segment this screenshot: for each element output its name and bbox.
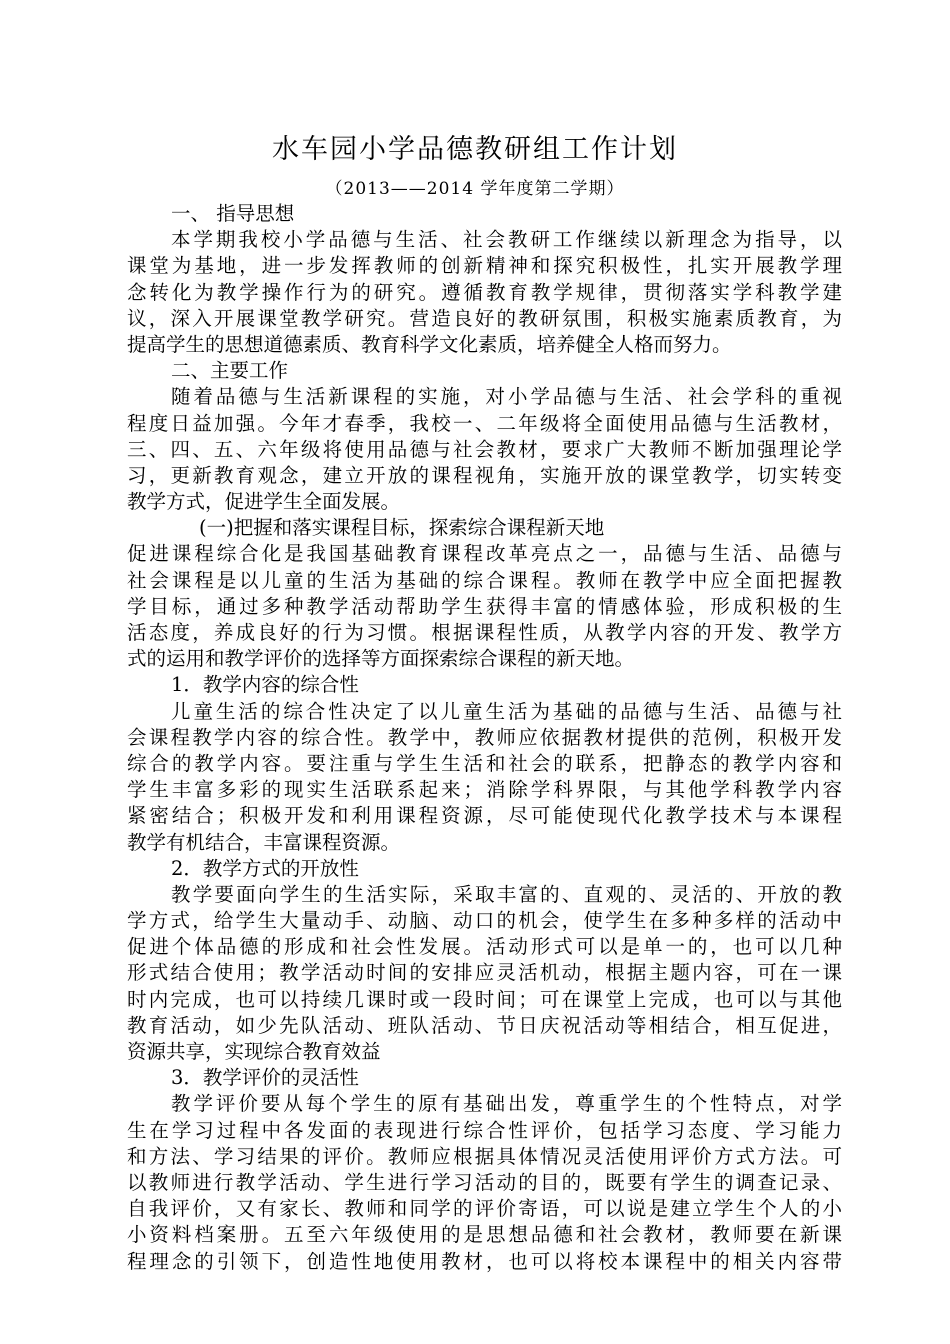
text-line: 议，深入开展课堂教学研究。营造良好的教研氛围，积极实施素质教育，为 (127, 306, 842, 330)
text-line: 社会课程是以儿童的生活为基础的综合课程。教师在教学中应全面把握教 (127, 568, 842, 592)
text-line: 1．教学内容的综合性 (171, 673, 359, 697)
document-subtitle: （2013——2014 学年度第二学期） (325, 179, 625, 199)
text-line: 以教师进行教学活动、学生进行学习活动的目的，既要有学生的调查记录、 (127, 1170, 842, 1194)
text-line: 二、主要工作 (171, 359, 289, 383)
text-line: (一)把握和落实课程目标，探索综合课程新天地 (199, 516, 605, 540)
text-line: 本学期我校小学品德与生活、社会教研工作继续以新理念为指导，以 (171, 228, 842, 252)
text-line: 课堂为基地，进一步发挥教师的创新精神和探究积极性，扎实开展教学理 (127, 254, 842, 278)
text-line: 学方式，给学生大量动手、动脑、动口的机会，使学生在多种多样的活动中 (127, 909, 842, 933)
text-line: 学目标，通过多种教学活动帮助学生获得丰富的情感体验，形成积极的生 (127, 594, 842, 618)
text-line: 一、 指导思想 (171, 202, 295, 225)
text-line: 综合的教学内容。要注重与学生生活和社会的联系，把静态的教学内容和 (127, 751, 842, 775)
text-line: 形式结合使用；教学活动时间的安排应灵活机动，根据主题内容，可在一课 (127, 961, 842, 985)
text-line: 教育活动，如少先队活动、班队活动、节日庆祝活动等相结合，相互促进， (127, 1013, 842, 1037)
text-line: 学生丰富多彩的现实生活联系起来；消除学科界限，与其他学科教学内容 (127, 778, 842, 802)
text-line: 2．教学方式的开放性 (171, 856, 359, 880)
text-line: 教学要面向学生的生活实际，采取丰富的、直观的、灵活的、开放的教 (171, 882, 842, 906)
text-line: 式的运用和教学评价的选择等方面探索综合课程的新天地。 (127, 647, 635, 671)
text-line: 教学有机结合，丰富课程资源。 (127, 830, 401, 854)
text-line: 自我评价，又有家长、教师和同学的评价寄语，可以说是建立学生个人的小 (127, 1197, 842, 1221)
text-line: 紧密结合；积极开发和利用课程资源，尽可能使现代化教学技术与本课程 (127, 804, 842, 828)
text-line: 会课程教学内容的综合性。教学中，教师应依据教材提供的范例，积极开发 (127, 725, 842, 749)
text-line: 小资料档案册。五至六年级使用的是思想品德和社会教材，教师要在新课 (127, 1223, 842, 1247)
text-line: 念转化为教学操作行为的研究。遵循教育教学规律，贯彻落实学科教学建 (127, 280, 842, 304)
text-line: 资源共享，实现综合教育效益 (127, 1040, 381, 1063)
text-line: 三、四、五、六年级将使用品德与社会教材，要求广大教师不断加强理论学 (127, 437, 842, 461)
text-line: 时内完成，也可以持续几课时或一段时间；可在课堂上完成，也可以与其他 (127, 987, 842, 1011)
text-line: 和方法、学习结果的评价。教师应根据具体情况灵活使用评价方式方法。可 (127, 1144, 842, 1168)
text-line: 3．教学评价的灵活性 (171, 1066, 359, 1090)
text-line: 促进个体品德的形成和社会性发展。活动形式可以是单一的，也可以几种 (127, 935, 842, 959)
text-line: 程理念的引领下，创造性地使用教材，也可以将校本课程中的相关内容带 (127, 1249, 842, 1273)
text-line: 促进课程综合化是我国基础教育课程改革亮点之一，品德与生活、品德与 (127, 542, 842, 566)
text-line: 提高学生的思想道德素质、教育科学文化素质，培养健全人格而努力。 (127, 332, 732, 356)
text-line: 教学方式，促进学生全面发展。 (127, 490, 401, 514)
document-title: 水车园小学品德教研组工作计划 (272, 134, 678, 165)
text-line: 随着品德与生活新课程的实施，对小学品德与生活、社会学科的重视 (171, 385, 842, 409)
text-line: 程度日益加强。今年才春季，我校一、二年级将全面使用品德与生活教材， (127, 411, 842, 435)
text-line: 活态度，养成良好的行为习惯。根据课程性质，从教学内容的开发、教学方 (127, 621, 842, 644)
text-line: 儿童生活的综合性决定了以儿童生活为基础的品德与生活、品德与社 (171, 699, 842, 723)
document-body (127, 201, 842, 1275)
text-line: 教学评价要从每个学生的原有基础出发，尊重学生的个性特点，对学 (171, 1092, 842, 1116)
text-line: 习，更新教育观念，建立开放的课程视角，实施开放的课堂教学，切实转变 (127, 463, 842, 487)
text-line: 生在学习过程中各发面的表现进行综合性评价，包括学习态度、学习能力 (127, 1118, 842, 1142)
